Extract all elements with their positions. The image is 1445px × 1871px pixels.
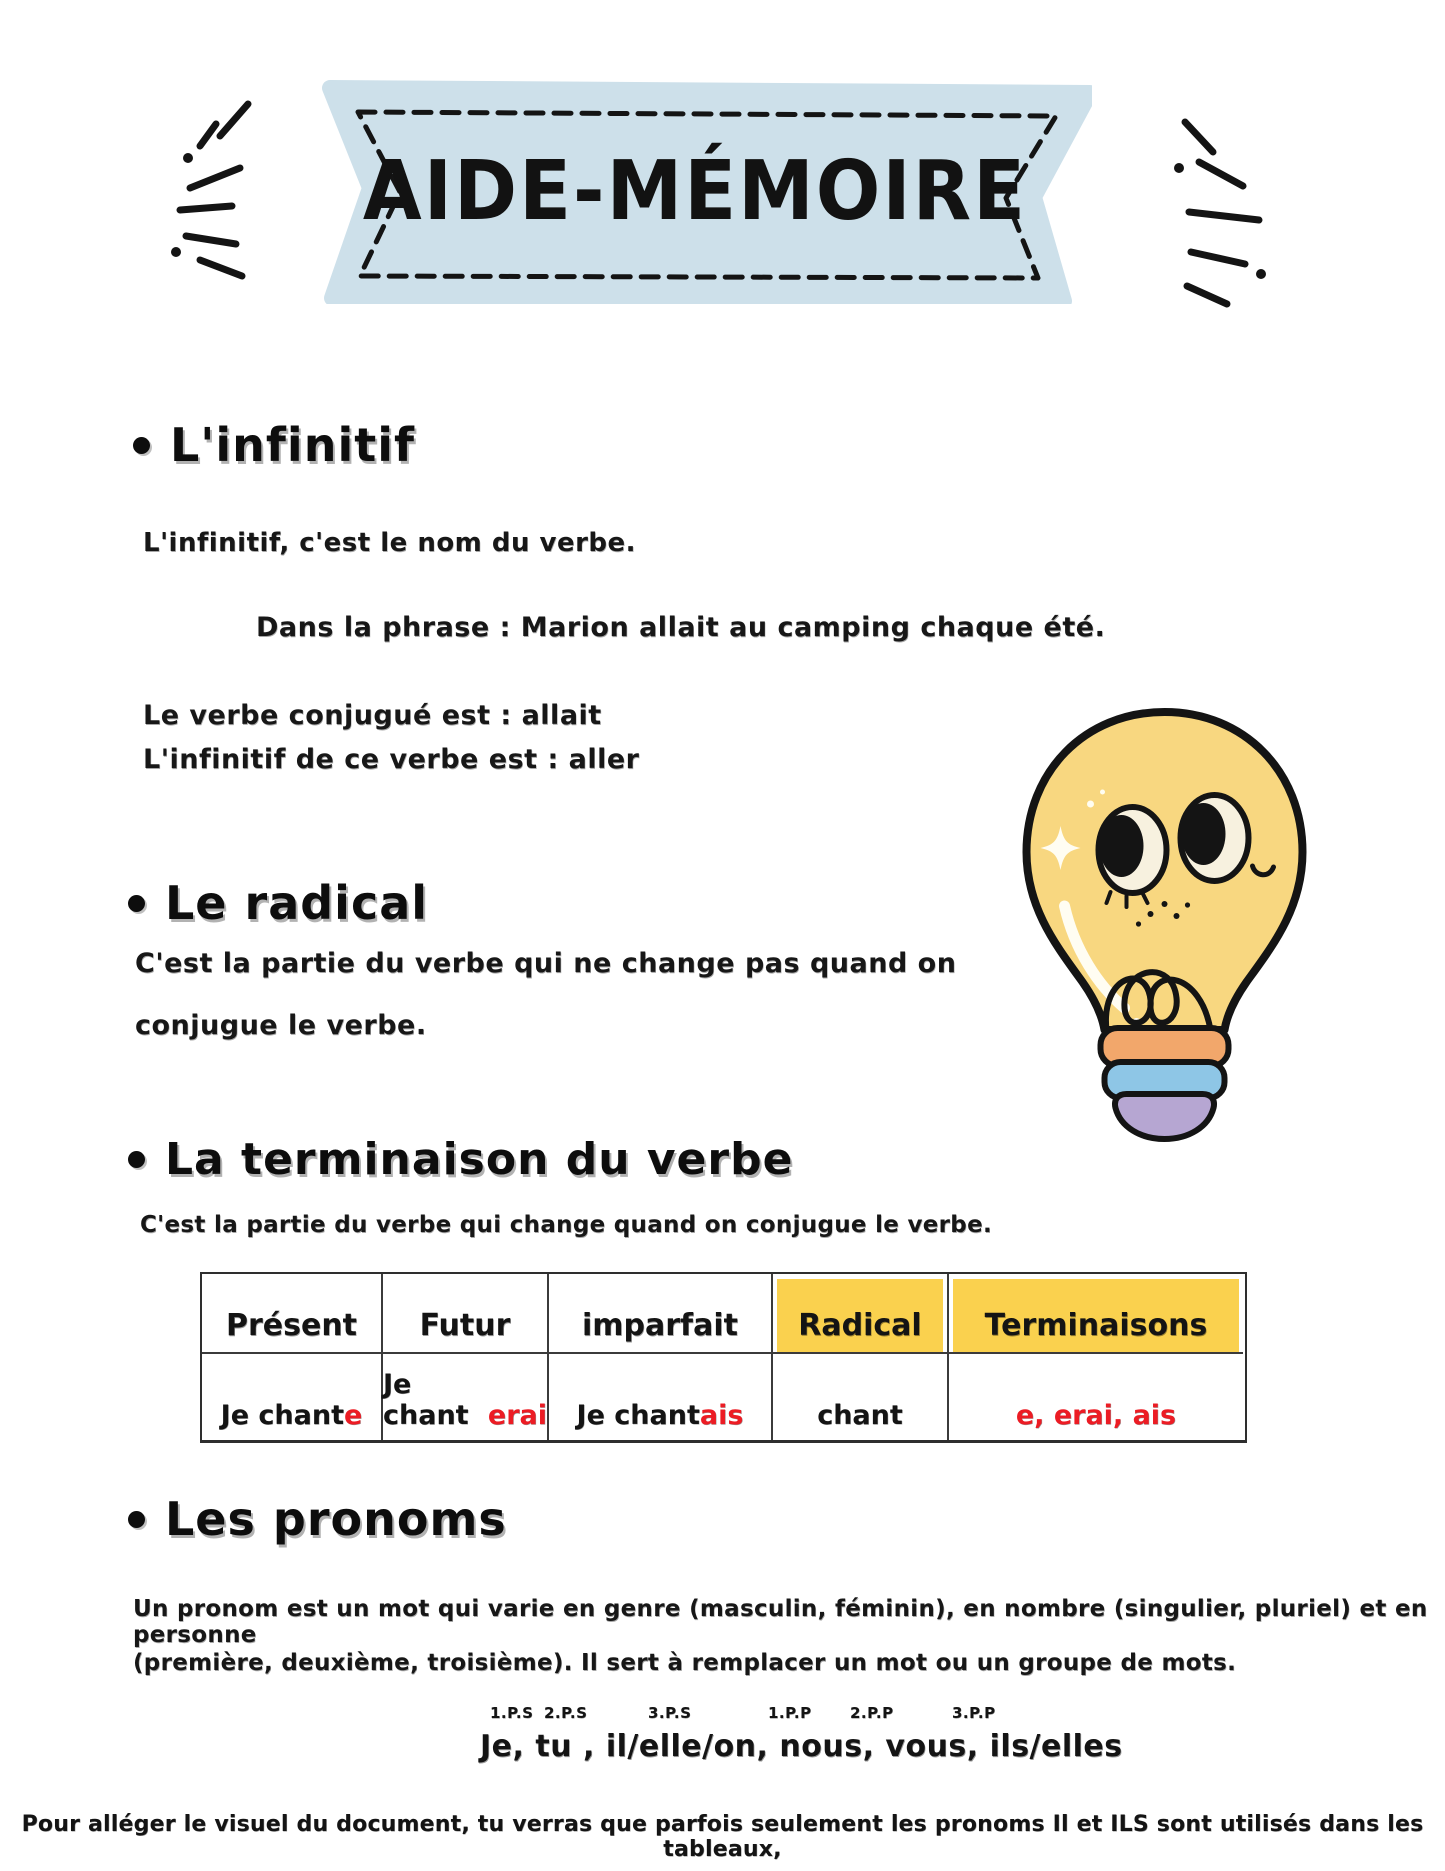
infinitif-example-verb: Le verbe conjugué est : allait: [143, 700, 602, 731]
person-label-1pp: 1.P.P: [768, 1704, 812, 1722]
person-label-3ps: 3.P.S: [648, 1704, 692, 1722]
bullet-icon: [128, 895, 145, 912]
table-header-imparfait: imparfait: [549, 1274, 773, 1354]
pronoun-list: Je, tu , il/elle/on, nous, vous, ils/elles: [480, 1729, 1123, 1764]
section-heading-terminaison: [128, 1134, 793, 1185]
person-label-3pp: 3.P.P: [952, 1704, 996, 1722]
section-title: La terminaison du verbe: [165, 1134, 794, 1185]
table-cell-radical: chant: [773, 1354, 949, 1440]
radical-definition-line1: C'est la partie du verbe qui ne change pas quand on: [135, 948, 957, 979]
bullet-icon: [128, 1151, 145, 1168]
infinitif-example-infinitive: L'infinitif de ce verbe est : aller: [143, 744, 640, 775]
table-cell-imparfait: Je chant ais: [549, 1354, 773, 1440]
pronoms-definition-line1: Un pronom est un mot qui varie en genre (masculin, féminin), en nombre (singulier, pluriel) et en personne: [133, 1596, 1428, 1648]
terminaison-definition: C'est la partie du verbe qui change quand on conjugue le verbe.: [140, 1212, 993, 1238]
bullet-icon: [133, 437, 150, 454]
section-heading-pronoms: [128, 1492, 507, 1546]
section-title: L'infinitif: [170, 418, 415, 472]
section-heading-radical: [128, 876, 428, 930]
page-title: AIDE-MÉMOIRE: [362, 141, 1028, 239]
lightbulb-character-illustration: [1012, 700, 1317, 1150]
pronoms-definition-line2: (première, deuxième, troisième). Il sert à remplacer un mot ou un groupe de mots.: [133, 1650, 1237, 1676]
infinitif-example-sentence: Dans la phrase : Marion allait au camping chaque été.: [256, 612, 1106, 643]
table-header-futur: Futur: [383, 1274, 549, 1354]
person-label-1ps: 1.P.S: [490, 1704, 534, 1722]
radical-definition-line2: conjugue le verbe.: [135, 1010, 427, 1041]
table-header-present: Présent: [202, 1274, 383, 1354]
rays-left-icon: [148, 94, 268, 294]
person-label-2pp: 2.P.P: [850, 1704, 894, 1722]
table-cell-present: Je chant e: [202, 1354, 383, 1440]
bullet-icon: [128, 1511, 145, 1528]
title-banner: [298, 76, 1092, 304]
table-header-terminaisons: Terminaisons: [949, 1274, 1243, 1354]
section-title: Le radical: [165, 876, 429, 930]
rays-right-icon: [1165, 104, 1285, 314]
person-labels-row: [0, 1704, 1445, 1728]
section-title: Les pronoms: [165, 1492, 507, 1546]
table-header-radical: Radical: [773, 1274, 949, 1354]
conjugation-table: [200, 1272, 1247, 1443]
section-heading-infinitif: [133, 418, 415, 472]
person-label-2ps: 2.P.S: [544, 1704, 588, 1722]
infinitif-definition: L'infinitif, c'est le nom du verbe.: [143, 528, 637, 558]
footer-note: Pour alléger le visuel du document, tu verras que parfois seulement les pronoms Il et ILS sont utilisés dans les tableaux,: [21, 1812, 1424, 1862]
table-cell-terminaisons: e, erai, ais: [1015, 1400, 1177, 1431]
table-cell-futur: Je chant erai: [383, 1354, 549, 1440]
